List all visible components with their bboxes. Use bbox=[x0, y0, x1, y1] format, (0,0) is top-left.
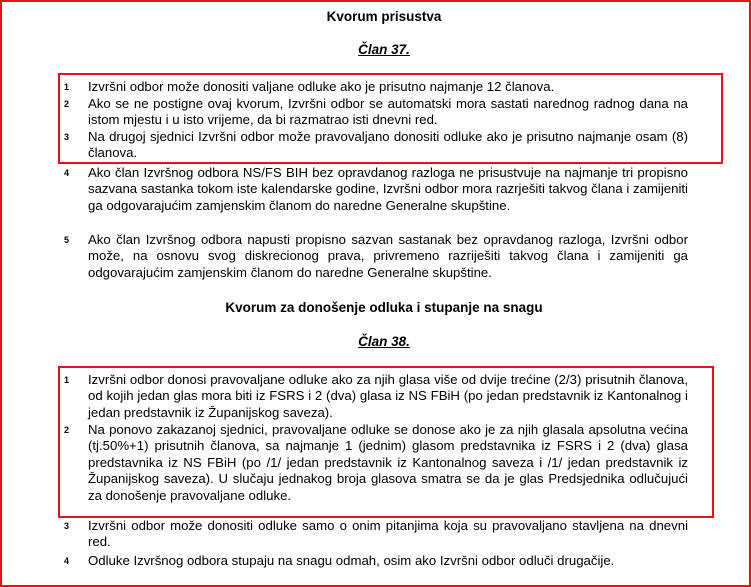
paragraph-number: 3 bbox=[64, 521, 70, 531]
paragraph-number: 5 bbox=[64, 235, 70, 245]
paragraph-text: Ako se ne postigne ovaj kvorum, Izvršni odbor se automatski mora sastati narednog radnog dana na istom mjestu i u isto vrijeme, da bi razmatrao isti dnevni red. bbox=[88, 96, 688, 128]
paragraph-text: Odluke Izvršnog odbora stupaju na snagu odmah, osim ako Izvršni odbor odluči drugačije. bbox=[88, 553, 615, 568]
paragraph-number: 3 bbox=[64, 132, 70, 142]
paragraph-text: Izvršni odbor donosi pravovaljane odluke ako za njih glasa više od dvije trećine (2/3) prisutnih članova, od kojih jedan glas mora biti iz FSRS i 2 (dva) glasa iz NS FBiH (po jedan predstavnik iz Kantonalnog i jedan predstavnik iz Županijskog saveza). bbox=[88, 372, 688, 420]
paragraph-number: 4 bbox=[64, 168, 70, 178]
paragraph-number: 1 bbox=[64, 82, 70, 92]
heading-kvorum-prisustva: Kvorum prisustva bbox=[326, 9, 442, 24]
paragraph-number: 1 bbox=[64, 375, 70, 385]
highlight-box-article-38 bbox=[58, 366, 714, 518]
paragraph-text: Ako član Izvršnog odbora napusti propisno sazvan sastanak bez opravdanog razloga, Izvršni odbor može, na osnovu svog diskrecionog prava, privremeno razriješiti takvog člana i zamijeniti ga odgovarajućim zamjenskim članom do naredne Generalne skupštine. bbox=[88, 232, 688, 280]
paragraph-number: 2 bbox=[64, 99, 70, 109]
paragraph-text: Ako član Izvršnog odbora NS/FS BIH bez opravdanog razloga ne prisustvuje na najmanje tri propisno sazvana sastanka tokom iste kalendarske godine, Izvršni odbor mora razrješiti takvog člana i zamijeniti ga odgovarajućim zamjenskim članom do naredne Generalne skupštine. bbox=[88, 165, 688, 213]
paragraph-text: Izvršni odbor može donositi odluke samo o onim pitanjima koja su pravovaljano stavljena na dnevni red. bbox=[88, 518, 688, 550]
highlight-box-article-37 bbox=[58, 73, 723, 164]
article-38-title: Član 38. bbox=[358, 334, 410, 349]
paragraph-number: 4 bbox=[64, 556, 70, 566]
paragraph-text: Na drugoj sjednici Izvršni odbor može pravovaljano donositi odluke ako je prisutno najmanje osam (8) članova. bbox=[88, 129, 688, 161]
paragraph-number: 2 bbox=[64, 425, 70, 435]
article-37-title: Član 37. bbox=[358, 42, 410, 57]
paragraph-text: Na ponovo zakazanoj sjednici, pravovaljane odluke se donose ako je za njih glasala apsolutna većina (tj.50%+1) prisutnih članova, sa najmanje 1 (jednim) glasom predstavnika iz FSRS i 2 (dva) glasa predstavnika iz NS FBiH (po /1/ jedan predstavnik iz Kantonalnog saveza i /1/ jedan predstavnik iz Županijskog saveza). U slučaju jednakog broja glasova smatra se da je glas Predsjednika odlučujući za donošenje pravovaljane odluke. bbox=[88, 422, 688, 503]
paragraph-text: Izvršni odbor može donositi valjane odluke ako je prisutno najmanje 12 članova. bbox=[88, 79, 555, 94]
heading-kvorum-odluke: Kvorum za donošenje odluka i stupanje na snagu bbox=[225, 300, 543, 315]
